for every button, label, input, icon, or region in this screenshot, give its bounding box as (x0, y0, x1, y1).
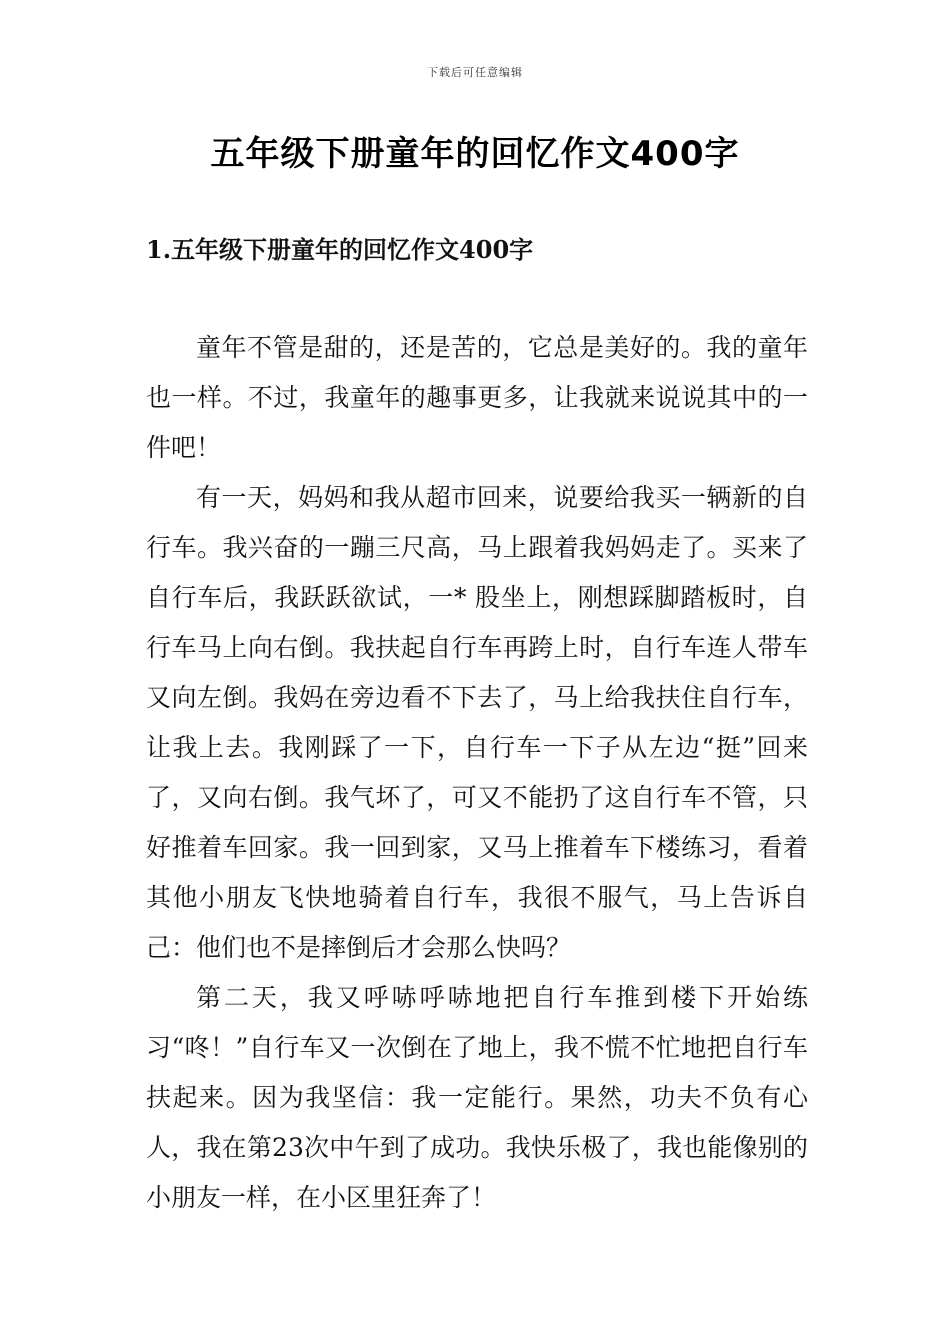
paragraph-1: 童年不管是甜的，还是苦的，它总是美好的。我的童年也一样。不过，我童年的趣事更多，让我就来说说其中的一件吧！ (146, 333, 808, 462)
document-title: 五年级下册童年的回忆作文400字 (210, 134, 740, 174)
section-heading: 1.五年级下册童年的回忆作文400字 (146, 235, 534, 264)
paragraph-2: 有一天，妈妈和我从超市回来，说要给我买一辆新的自行车。我兴奋的一蹦三尺高，马上跟着我妈妈走了。买来了自行车后，我跃跃欲试，一* 股坐上，刚想踩脚踏板时，自行车马上向右倒。我扶起自行车再跨上时，自行车连人带车又向左倒。我妈在旁边看不下去了，马上给我扶住自行车，让我上去。我刚踩了一下，自行车一下子从左边“挺”回来了，又向右倒。我气坏了，可又不能扔了这自行车不管，只好推着车回家。我一回到家，又马上推着车下楼练习，看着其他小朋友飞快地骑着自行车，我很不服气，马上告诉自己：他们也不是摔倒后才会那么快吗？ (146, 483, 808, 962)
essay-body (146, 323, 808, 1223)
header-note: 下载后可任意编辑 (427, 66, 523, 79)
paragraph-3: 第二天，我又呼哧呼哧地把自行车推到楼下开始练习“咚！”自行车又一次倒在了地上，我不慌不忙地把自行车扶起来。因为我坚信：我一定能行。果然，功夫不负有心人，我在第23次中午到了成功。我快乐极了，我也能像别的小朋友一样，在小区里狂奔了！ (146, 983, 808, 1212)
